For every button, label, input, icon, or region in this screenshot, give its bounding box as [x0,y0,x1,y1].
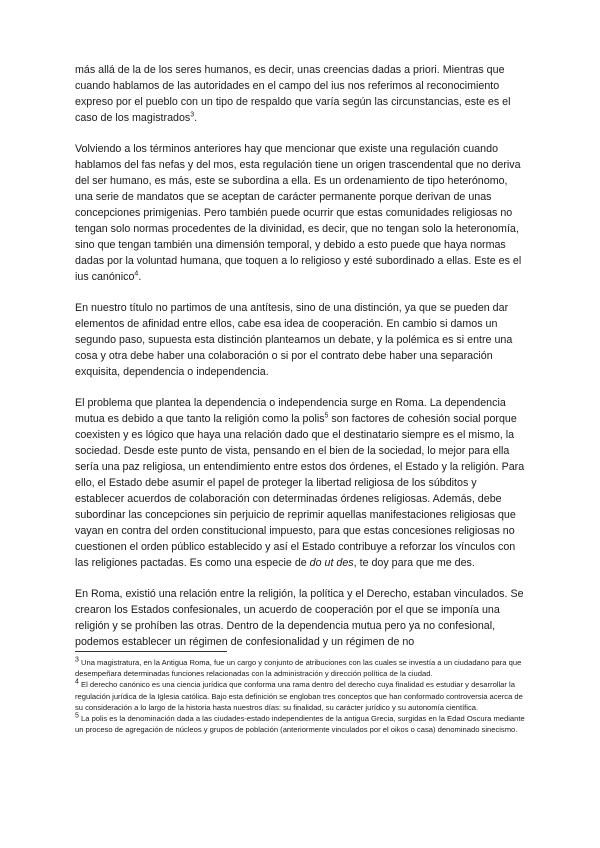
paragraph-text: Volviendo a los términos anteriores hay que mencionar que existe una regulación cuando hablamos del fas nefas y del mos, esta regulación tiene un origen trascendental que no deriva del ser humano, es más, este se subordina a ella. Es un ordenamiento de tipo heterónomo, una serie de mandatos que se aceptan de carácter permanente porque derivan de unas concepciones primigenias. Pero también puede ocurrir que estas comunidades religiosas no tengan solo normas procedentes de la divinidad, es decir, que no tengan solo la heteronomía, sino que tengan también una dimensión temporal, y debido a esto puede que haya normas dadas por la voluntad humana, que toquen a lo religioso y esté subordinado a ellas. Este es el ius canónico [75,143,522,283]
paragraph-text: En Roma, existió una relación entre la religión, la política y el Derecho, estaban vinculados. Se crearon los Estados confesionales, un acuerdo de cooperación por el que se imponía una religión y se prohíben las otras. Dentro de la dependencia mutua pero ya no confesional, podemos establecer un régimen de confesionalidad y un régimen de no [75,588,524,648]
paragraph-text: El problema que plantea la dependencia o independencia surge en Roma. La dependencia mutua es debido a que tanto la religión como la polis [75,397,506,425]
footnote [75,657,527,679]
footnote [75,713,527,735]
paragraph-text: . [194,112,198,124]
footnote-number: 3 [75,656,79,664]
footnote-ref[interactable]: 4 [134,270,139,278]
footnote-separator [75,651,227,652]
footnote-text: La polis es la denominación dada a las ciudades-estado independientes de la antigua Grecia, surgidas en la Edad Oscura mediante un proceso de agregación de núcleos y grupos de población (anteriormente vinculados por el oikos o casa) denominado sinecismo. [75,714,525,735]
footnote-number: 5 [75,712,79,720]
footnote-text: Una magistratura, en la Antigua Roma, fue un cargo y conjunto de atribuciones con las cuales se investía a un ciudadano para que desempeñara determinadas funciones relacionadas con la administración y dirección política de la ciudad. [75,658,522,679]
footnote-ref[interactable]: 3 [190,111,195,119]
paragraph-text: son factores de cohesión social porque coexisten y es lógico que haya una relación dado que el destinatario siempre es el mismo, la sociedad. Desde este punto de vista, pensando en el bien de la sociedad, lo mejor para ella sería una paz religiosa, un entendimiento entre estos dos órdenes, el Estado y la religión. Para ello, el Estado debe asumir el papel de proteger la libertad religiosa de los súbditos y establecer acuerdos de colaboración con determinadas órdenes religiosas. Además, debe subordinar las concepciones sin perjuicio de reprimir aquellas manifestaciones religiosas que vayan en contra del orden constitucional impuesto, para que estas concesiones religiosas no cuestionen el orden público establecido y así el Estado contribuye a reforzar los vínculos con las religiones pactadas. Es como una especie de [75,413,525,569]
document-body [75,62,527,665]
footnote-number: 4 [75,678,79,686]
footnote [75,679,527,713]
footnote-ref[interactable]: 5 [324,412,329,420]
paragraph [75,62,527,126]
paragraph-text: , te doy para que me des. [353,557,475,569]
footnote-text: El derecho canónico es una ciencia jurídica que conforma una rama dentro del derecho cuya finalidad es estudiar y desarrollar la regulación jurídica de la Iglesia católica. Bajo esta definición se engloban tres conceptos que han conformado controversia acerca de su consideración a lo largo de la historia hasta nuestros días: su finalidad, su carácter jurídico y su autonomía científica. [75,680,523,712]
paragraph-text: En nuestro título no partimos de una antítesis, sino de una distinción, ya que se pueden dar elementos de afinidad entre ellos, cabe esa idea de cooperación. En cambio si damos un segundo paso, supuesta esta distinción planteamos un debate, y la polémica es si entre una cosa y otra debe haber una colaboración o si por el contrato debe haber una separación exquisita, dependencia o independencia. [75,302,513,378]
footnotes [75,657,527,735]
paragraph-text: más allá de la de los seres humanos, es decir, unas creencias dadas a priori. Mientras que cuando hablamos de las autoridades en el campo del ius nos referimos al reconocimiento expreso por el pueblo con un tipo de respaldo que varía según las circunstancias, este es el caso de los magistrados [75,64,511,124]
paragraph [75,395,527,571]
paragraph [75,586,527,650]
italic-latin-phrase: do ut des [309,557,354,569]
paragraph [75,141,527,285]
paragraph-text: . [138,271,142,283]
paragraph [75,300,527,380]
